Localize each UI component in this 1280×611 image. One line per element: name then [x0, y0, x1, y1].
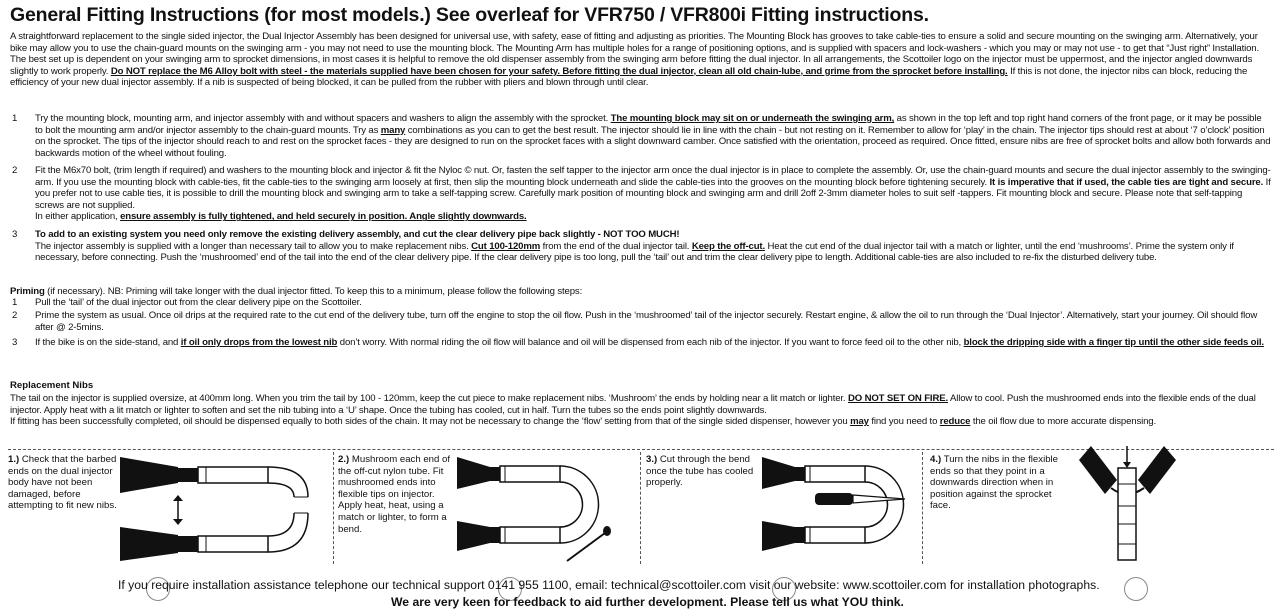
footer-contact: If you require installation assistance telephone our technical support 0141 955 1100, email: technical@scottoiler.com visit our website: www.scottoiler.com for installation photographs.	[118, 578, 1100, 592]
priming-heading: Priming (if necessary). NB: Priming will take longer with the dual injector fitted. To keep this to a minimum, please follow the following steps:	[10, 286, 583, 297]
diagram-3-label: 3.) Cut through the bend once the tube has cooled properly.	[646, 454, 754, 489]
step-number: 1	[12, 113, 18, 124]
step-number: 3	[12, 229, 18, 240]
diagram-1-label: 1.) Check that the barbed ends on the dual injector body have not been damaged, before attempting to fit new nibs.	[8, 454, 117, 512]
step-2-text: Fit the M6x70 bolt, (trim length if required) and washers to the mounting block and injector & fit the Nyloc © nut. Or, fasten the self tapper to the injector arm once the dual injector is in place to complete the assembly. Or, use the chain-guard mounts and secure the dual injector assembly to the swinging-arm. If you use the mounting block with cable-ties, fit the cable-ties to the swinging arm loosely at first, then slip the mounting block underneath and slide the cable-ties into the grooves on the mounting block before tightening securely. It is imperative that if used, the cable ties are tight and secure. If you prefer not to use cable ties, it is possible to drill the mounting block and swinging arm to take a self-tapping screw. Carefully mark position of mounting block and swinging arm and drill 2off 2-3mm diameter holes to suit self -tappers. Fit mounting block and secure. Please note that self-tapping screws are not supplied. In either application, ensure assembly is fully tightened, and held securely in position. Angle slightly downwards.	[35, 165, 1271, 223]
barbed-nib-illustration	[118, 455, 323, 565]
intro-warning: Do NOT replace the M6 Alloy bolt with steel - the materials supplied have been chosen for your safety. Before fitting the dual injector, clean all old chain-lube, and grime from the sprocket before installing.	[110, 65, 1008, 77]
diagram-4-label: 4.) Turn the nibs in the flexible ends so that they point in a downwards direction when in position against the sprocket face.	[930, 454, 1059, 512]
priming-number: 3	[12, 337, 18, 348]
footer-feedback: We are very keen for feedback to aid further development. Please tell us what YOU think.	[391, 595, 904, 609]
nib-orientation-illustration	[1075, 440, 1180, 570]
step-3-text: To add to an existing system you need only remove the existing delivery assembly, and cut the clear delivery pipe back slightly - NOT TOO MUCH! The injector assembly is supplied with a longer than necessary tail to allow you to make replacement nibs. Cut 100-120mm from the end of the dual injector tail. Keep the off-cut. Heat the cut end of the dual injector tail with a match or lighter, until the end ‘mushrooms’. Prime the system only if necessary, before connecting. Push the ‘mushroomed’ end of the tail into the end of the clear delivery pipe. If the clear delivery pipe is too long, pull the ‘tail’ out and trim the clear delivery pipe to length. Additional cable-ties are also included to re-fix the disturbed delivery tube.	[35, 229, 1234, 264]
diagram-2-label: 2.) Mushroom each end of the off-cut nylon tube. Fit mushroomed ends into flexible tips on injector. Apply heat, heat, using a match or lighter, to form a bend.	[338, 454, 451, 535]
mushroom-bend-illustration	[455, 455, 635, 567]
intro-paragraph	[10, 31, 1274, 89]
replacement-text: The tail on the injector is supplied oversize, at 400mm long. When you trim the tail by 100 - 120mm, keep the cut piece to make replacement nibs. ‘Mushroom’ the ends by holding near a lit match or lighter. DO NOT SET ON FIRE. Allow to cool. Push the mushroomed ends into the flexible ends of the dual injector. Apply heat with a lit match or lighter to soften and set the nib tubing into a ‘U’ shape. Once the tubing has cooled, cut in half. Turn the tubes so the ends point slightly downwards. If fitting has been successfully completed, oil should be dispensed equally to both sides of the chain. It may not be necessary to change the ‘flow’ setting from that of the single sided dispenser, however you may find you need to reduce the oil flow due to more accurate dispensing.	[10, 393, 1256, 428]
priming-item-1: Pull the ‘tail’ of the dual injector out from the clear delivery pipe on the Scottoiler.	[35, 297, 362, 308]
intro-text: A straightforward replacement to the single sided injector, the Dual Injector Assembly has been designed for universal use, with safety, ease of fitting and adjusting as priorities. The Mounting Block has grooves to take cable-ties to ensure a solid and secure mounting on the swinging arm. Alternatively, your bike may allow you to use the chain-guard mounts on the swinging arm - you may not need to use the mounting block. The Mounting Arm has multiple holes for a range of positioning options, and is supplied with spacers and lock-washers - which you may or may not use - to get that “Just right” Installation. The best set up is dependent on your swinging arm to sprocket dimensions, in most cases it is helpful to remove the old dispenser assembly from the swinging arm before fitting the dual injector. In all arrangements, the Scottoiler logo on the injector must be uppermost, and the injector angled downwards slightly to work properly.	[10, 31, 1259, 77]
divider	[922, 452, 923, 564]
step-1-text: Try the mounting block, mounting arm, and injector assembly with and without spacers and washers to align the assembly with the sprocket. The mounting block may sit on or underneath the swinging arm, as shown in the top left and top right hand corners of the front page, or it may be possible to bolt the mounting arm and/or injector assembly to the chain-guard mounts. Try as many combinations as you can to get the best result. The injector should lie in line with the chain - but not resting on it. Remember to allow for ‘play’ in the chain. The injector tips should rest at about ‘7 o’clock’ position on the sprocket. The tips of the injector should reach to and rest on the sprocket faces - they are designed to run on the sprocket faces with a slight downward camber. Once satisfied with the orientation, proceed as required. Once fitted, ensure nibs are free of sprocket bolts and allow both forwards and backwards motion of the wheel without fouling.	[35, 113, 1271, 159]
priming-item-3: If the bike is on the side-stand, and if oil only drops from the lowest nib don’t worry. With normal riding the oil flow will balance and oil will be dispensed from each nib of the injector. If you want to force feed oil to the other nib, block the dripping side with a finger tip until the other side feeds oil.	[35, 337, 1264, 348]
divider	[640, 452, 641, 564]
replacement-heading: Replacement Nibs	[10, 380, 94, 391]
page-title: General Fitting Instructions (for most models.) See overleaf for VFR750 / VFR800i Fitting instructions.	[10, 4, 929, 26]
priming-item-2: Prime the system as usual. Once oil drips at the required rate to the cut end of the delivery tube, turn off the engine to stop the oil flow. Push in the ‘mushroomed’ tail of the injector securely. Restart engine, & allow the oil to run through the ‘Dual Injector’. Alternatively, start your journey. Oil should flow after @ 2-5mins.	[35, 310, 1258, 333]
cut-bend-illustration	[760, 455, 915, 567]
priming-number: 2	[12, 310, 18, 321]
step-number: 2	[12, 165, 18, 176]
divider	[333, 452, 334, 564]
intro-text-2: If this is not done, the injector nibs can block, reducing the efficiency of your new dual injector assembly. If a nib is suspected of being blocked, it can be pulled from the rubber with pliers and blown through until clear.	[10, 65, 1248, 89]
punch-hole	[1124, 577, 1148, 601]
priming-number: 1	[12, 297, 18, 308]
